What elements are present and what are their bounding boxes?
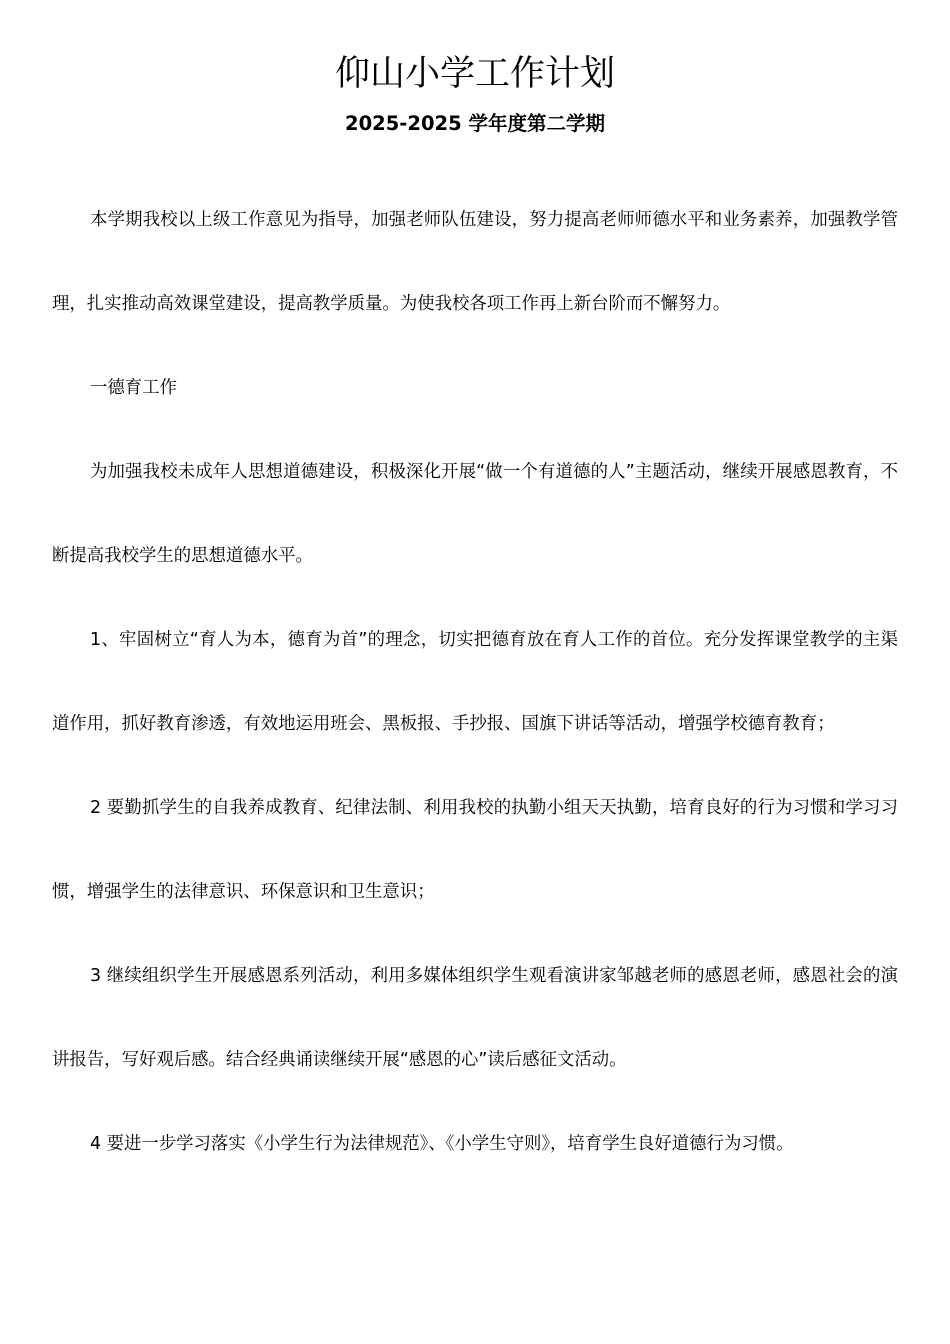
- paragraph-intro: 本学期我校以上级工作意见为指导，加强老师队伍建设，努力提高老师师德水平和业务素养，加强教学管理，扎实推动高效课堂建设，提高教学质量。为使我校各项工作再上新台阶而不懈努力。: [52, 210, 898, 314]
- paragraph-item-1: 1、牢固树立“育人为本，德育为首”的理念，切实把德育放在育人工作的首位。充分发挥课堂教学的主渠道作用，抓好教育渗透，有效地运用班会、黑板报、手抄报、国旗下讲话等活动，增强学校德育教育；: [52, 630, 898, 734]
- document-subtitle: 2025-2025 学年度第二学期: [345, 112, 605, 135]
- document-body: [52, 178, 898, 1186]
- paragraph-item-3: 3 继续组织学生开展感恩系列活动，利用多媒体组织学生观看演讲家邹越老师的感恩老师，感恩社会的演讲报告，写好观后感。结合经典诵读继续开展“感恩的心”读后感征文活动。: [52, 966, 898, 1070]
- paragraph-item-4: 4 要进一步学习落实《小学生行为法律规范》、《小学生守则》，培育学生良好道德行为习惯。: [90, 1134, 794, 1154]
- section-heading-moral-education: 一德育工作: [90, 378, 177, 398]
- document-title: 仰山小学工作计划: [334, 54, 615, 94]
- paragraph-item-2: 2 要勤抓学生的自我养成教育、纪律法制、利用我校的执勤小组天天执勤，培育良好的行为习惯和学习习惯，增强学生的法律意识、环保意识和卫生意识；: [52, 798, 898, 902]
- paragraph-moral-education-overview: 为加强我校未成年人思想道德建设，积极深化开展“做一个有道德的人”主题活动，继续开展感恩教育，不断提高我校学生的思想道德水平。: [52, 462, 898, 566]
